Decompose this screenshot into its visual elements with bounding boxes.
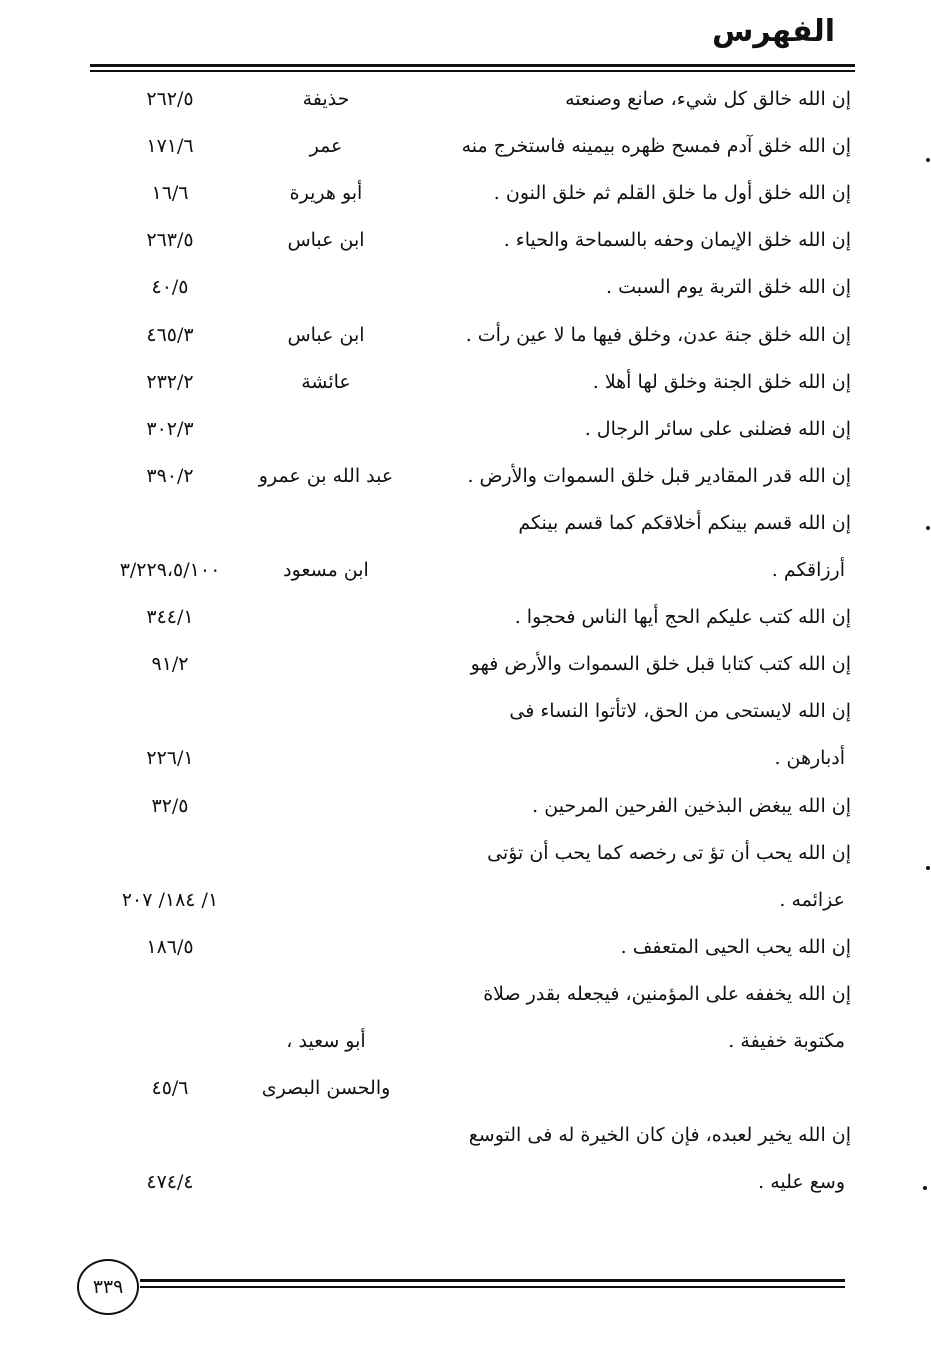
footer-rule-top	[140, 1279, 845, 1282]
entry-narrator: أبو هريرة	[289, 182, 363, 205]
index-entry-row	[0, 1030, 931, 1070]
entry-text: إن الله خلق آدم فمسح ظهره بيمينه فاستخرج منه	[461, 135, 851, 158]
entry-reference: ٣٢/٥	[151, 794, 189, 817]
entry-narrator: حذيفة	[302, 88, 350, 110]
page-header-title: الفهرس	[711, 14, 835, 49]
entry-text: إن الله خلق الإيمان وحفه بالسماحة والحياء .	[503, 229, 851, 252]
entry-reference: ٤٧٤/٤	[146, 1171, 194, 1194]
index-entry-row	[0, 606, 931, 646]
entry-text: إن الله كتب كتابا قبل خلق السموات والأرض فهو	[470, 653, 851, 676]
entry-text: إن الله خلق التربة يوم السبت .	[606, 276, 851, 299]
entry-reference: ٤٦٥/٣	[146, 323, 194, 346]
entry-text: إن الله خلق الجنة وخلق لها أهلا .	[592, 370, 851, 393]
entry-reference: ٣٩٠/٢	[146, 464, 194, 487]
index-entry-row	[0, 983, 931, 1023]
header-rule-top	[90, 64, 855, 67]
index-entry-row	[0, 229, 931, 269]
entry-reference: ٢٣٢/٢	[146, 370, 194, 393]
index-entry-row	[0, 842, 931, 882]
entry-text: إن الله خلق جنة عدن، وخلق فيها ما لا عين رأت .	[465, 323, 851, 346]
entry-text: وسع عليه .	[758, 1171, 845, 1194]
entry-text: إن الله قدر المقادير قبل خلق السموات والأرض .	[467, 464, 851, 487]
entry-reference: ٣٠٢/٣	[146, 417, 194, 440]
entry-narrator: ابن عباس	[287, 229, 365, 252]
entry-text: أرزاقكم .	[771, 559, 845, 581]
entry-text: إن الله كتب عليكم الحج أيها الناس فحجوا .	[514, 606, 851, 629]
entry-text: إن الله يبغض البذخين الفرحين المرحين .	[532, 794, 851, 817]
index-entry-row	[0, 1124, 931, 1164]
index-entry-row	[0, 512, 931, 552]
index-entry-row	[0, 88, 931, 128]
entry-narrator: عبد الله بن عمرو	[258, 464, 394, 487]
index-entry-row	[0, 936, 931, 976]
entry-narrator: ابن مسعود	[283, 559, 369, 581]
entry-reference: ٢٦٢/٥	[146, 88, 194, 110]
scan-speck	[926, 158, 930, 162]
scan-speck	[926, 526, 930, 530]
index-entry-row	[0, 795, 931, 835]
entry-reference: ٤٠/٥	[151, 276, 189, 299]
entry-text: إن الله يحب الحيى المتعفف .	[620, 935, 851, 958]
index-entry-row	[0, 135, 931, 175]
entry-text: إن الله لايستحى من الحق، لاتأتوا النساء فى	[509, 700, 851, 723]
index-entry-row	[0, 1077, 931, 1117]
entry-narrator: أبو سعيد ،	[286, 1030, 366, 1052]
page-number: ٣٣٩	[77, 1259, 139, 1315]
entry-reference: ٢٢٦/١	[146, 747, 194, 770]
index-entry-row	[0, 465, 931, 505]
entry-narrator: ابن عباس	[287, 323, 365, 346]
entry-text: إن الله قسم بينكم أخلاقكم كما قسم بينكم	[518, 511, 851, 534]
entry-narrator: والحسن البصرى	[261, 1077, 391, 1100]
entry-reference: ٤٥/٦	[151, 1077, 189, 1100]
index-entry-row	[0, 653, 931, 693]
entry-reference: ١٦/٦	[151, 182, 189, 205]
entry-text: إن الله يخير لعبده، فإن كان الخيرة له فى التوسع	[468, 1124, 851, 1147]
index-entry-row	[0, 276, 931, 316]
header-rule-bottom	[90, 70, 855, 72]
entry-reference: ٣/٢٢٩،٥/١٠٠	[119, 559, 221, 581]
entry-text: إن الله يخففه على المؤمنين، فيجعله بقدر صلاة	[483, 982, 851, 1005]
index-entry-row	[0, 371, 931, 411]
index-entry-row	[0, 182, 931, 222]
entry-reference: ٢٦٣/٥	[146, 229, 194, 252]
index-entry-row	[0, 1171, 931, 1211]
entry-reference: ٩١/٢	[151, 653, 189, 676]
entry-narrator: عائشة	[301, 370, 351, 393]
index-entry-row	[0, 747, 931, 787]
entry-text: إن الله فضلنى على سائر الرجال .	[584, 417, 851, 440]
index-entry-row	[0, 324, 931, 364]
entry-text: مكتوبة خفيفة .	[728, 1030, 845, 1052]
entry-text: أدبارهن .	[774, 747, 845, 770]
index-entry-row	[0, 889, 931, 929]
index-entry-row	[0, 700, 931, 740]
scan-speck	[923, 1186, 927, 1190]
entry-text: إن الله خالق كل شيء، صانع وصنعته	[565, 88, 851, 110]
entry-text: إن الله خلق أول ما خلق القلم ثم خلق النون .	[493, 182, 851, 205]
index-entry-row	[0, 559, 931, 599]
entry-reference: ١٨٦/٥	[146, 935, 194, 958]
footer-rule-bottom	[140, 1286, 845, 1288]
entry-text: عزائمه .	[779, 888, 845, 911]
entry-reference: ١٧١/٦	[146, 135, 194, 158]
index-entry-row	[0, 418, 931, 458]
scan-speck	[926, 866, 930, 870]
entry-narrator: عمر	[309, 135, 343, 158]
entry-reference: ٣٤٤/١	[146, 606, 194, 629]
entry-text: إن الله يحب أن تؤ تى رخصه كما يحب أن تؤتى	[487, 841, 851, 864]
entry-reference: ١/ ١٨٤/ ٢٠٧	[121, 888, 219, 911]
